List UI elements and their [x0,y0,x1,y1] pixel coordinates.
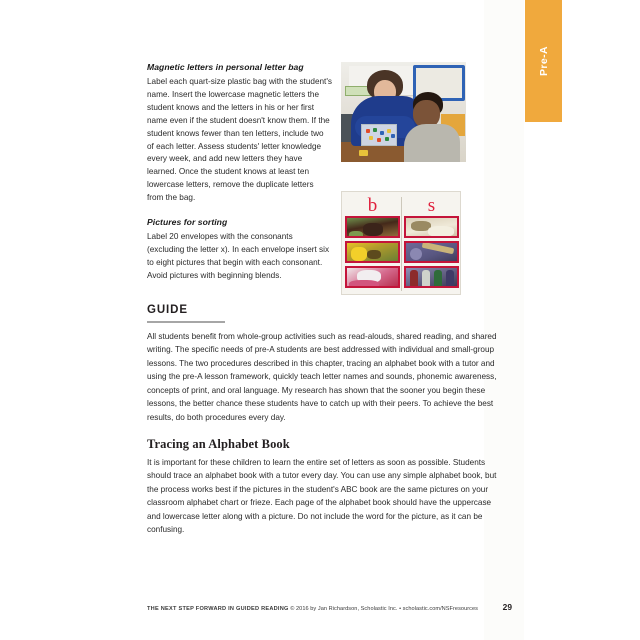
pre-a-section-tab[interactable] [525,0,562,122]
pictures-for-sorting-heading: Pictures for sorting [147,217,228,228]
footer-copyright: © 2016 by Jan Richardson, Scholastic Inc. • scholastic.com/NSFresources [288,606,479,612]
footer-credit-line [147,606,478,612]
picture-sorting-chart-photo [341,191,461,295]
sorting-picture-bee [345,241,400,263]
guide-paragraph: All students benefit from whole-group activities such as read-alouds, shared reading, and shared writing. The specific needs of pre-A students are best addressed with individual and small-group lessons. The two procedures described in this chapter, tracing an alphabet book with a tutor and using the pre-A lesson framework, quickly teach letter names and sounds, phonemic awareness, concepts of print, and oral language. My research has shown that the sooner you begin these lessons, the better chance these students have to catch up with their peers. To achieve the best results, do both procedures every day. [147,331,497,422]
guide-section [147,304,512,424]
pictures-for-sorting-paragraph: Label 20 envelopes with the consonants (excluding the letter x). In each envelope insert six to eight pictures that begin with each consonant. Avoid pictures with beginning blends. [147,232,330,280]
magnetic-letters-heading: Magnetic letters in personal letter bag [147,62,304,72]
footer-book-title: THE NEXT STEP FORWARD IN GUIDED READING [147,606,289,612]
tracing-alphabet-book-paragraph: It is important for these children to learn the entire set of letters as soon as possible. Students should trace an alphabet book with a tutor every day. You can use any simple alphabet book, but the process works best if the pictures in the student's ABC book are the same pictures on your classroom alphabet chart or frieze. Each page of the alphabet book should have the uppercase and lowercase letter along with a picture. Do not include the word for the picture, as it can be confusing. [147,458,497,535]
sorting-picture-seal [404,216,459,238]
sorting-letter-b: b [367,195,378,216]
page-content [147,0,512,640]
right-image-column [341,62,466,295]
left-text-column [147,62,332,283]
sorting-picture-socks [404,266,459,288]
guide-heading-rule [147,321,225,323]
sorting-column-s [404,196,459,291]
pre-a-tab-label: Pre-A [537,45,550,76]
magnetic-letters-paragraph: Label each quart-size plastic bag with the student's name. Insert the lowercase magnetic letters the student knows and the letters in his or her first name even if the student doesn't know them. If the student knows fewer than ten letters, include two of each letter. Assess students' letter knowledge every week, and add new letters they have learned. Once the student knows at least ten lowercase letters, remove the duplicate letters from the bag. [147,76,332,203]
tracing-alphabet-book-heading: Tracing an Alphabet Book [147,437,290,451]
sorting-picture-butterfly [345,266,400,288]
tracing-alphabet-book-section [147,437,512,537]
teacher-and-student-with-letter-bag-photo [341,62,466,162]
sorting-column-b [345,196,400,291]
page-footer [147,602,512,612]
sorting-picture-bear [345,216,400,238]
sorting-letter-s: s [427,195,436,216]
sorting-picture-scissors [404,241,459,263]
guide-heading: GUIDE [147,304,188,316]
page-number: 29 [502,602,512,612]
